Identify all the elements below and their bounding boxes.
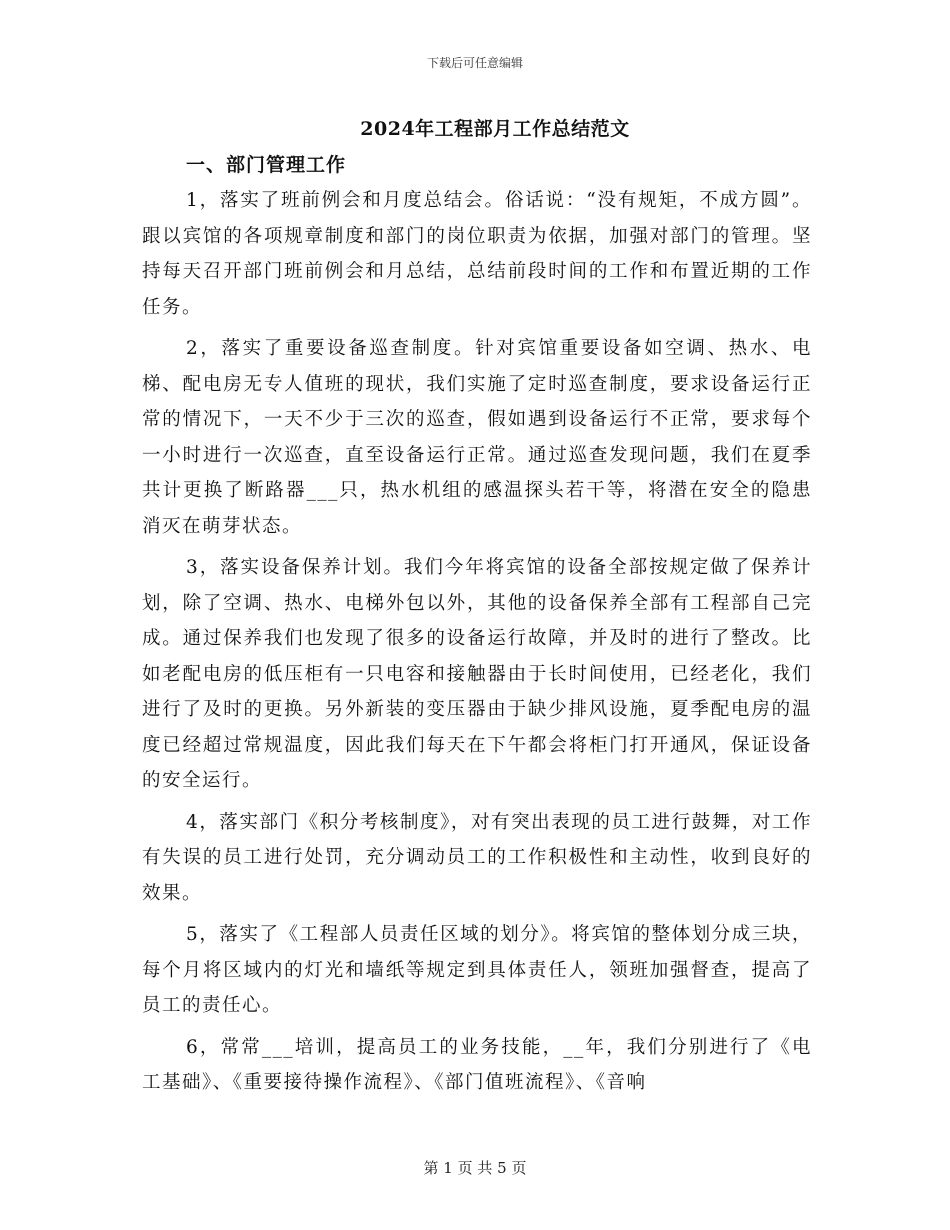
paragraph-1: 1，落实了班前例会和月度总结会。俗话说：“没有规矩，不成方圆”。跟以宾馆的各项规章制度和部门的岗位职责为依据，加强对部门的管理。坚持每天召开部门班前例会和月总结，总结前段时间的工作和布置近期的工作任务。 [142, 190, 812, 318]
paragraph-5: 5，落实了《工程部人员责任区域的划分》。将宾馆的整体划分成三块，每个月将区域内的灯光和墙纸等规定到具体责任人，领班加强督查，提高了员工的责任心。 [142, 924, 812, 1016]
document-title: 2024年工程部月工作总结范文 [360, 118, 630, 140]
page-footer-page-number: 第 1 页 共 5 页 [423, 1159, 527, 1177]
paragraph-2: 2，落实了重要设备巡查制度。针对宾馆重要设备如空调、热水、电梯、配电房无专人值班的现状，我们实施了定时巡查制度，要求设备运行正常的情况下，一天不少于三次的巡查，假如遇到设备运行不正常，要求每个一小时进行一次巡查，直至设备运行正常。通过巡查发现问题，我们在夏季共计更换了断路器___只，热水机组的感温探头若干等，将潜在安全的隐患消灭在萌芽状态。 [142, 338, 812, 537]
paragraph-4: 4，落实部门《积分考核制度》，对有突出表现的员工进行鼓舞，对工作有失误的员工进行处罚，充分调动员工的工作积极性和主动性，收到良好的效果。 [142, 811, 812, 904]
paragraph-3: 3，落实设备保养计划。我们今年将宾馆的设备全部按规定做了保养计划，除了空调、热水、电梯外包以外，其他的设备保养全部有工程部自己完成。通过保养我们也发现了很多的设备运行故障，并及时的进行了整改。比如老配电房的低压柜有一只电容和接触器由于长时间使用，已经老化，我们进行了及时的更换。另外新装的变压器由于缺少排风设施，夏季配电房的温度已经超过常规温度，因此我们每天在下午都会将柜门打开通风，保证设备的安全运行。 [142, 557, 812, 791]
paragraph-6: 6，常常___培训，提高员工的业务技能，__年，我们分别进行了《电工基础》、《重要接待操作流程》、《部门值班流程》、《音响 [142, 1036, 812, 1093]
document-body [142, 183, 812, 1107]
section-heading: 一、部门管理工作 [186, 154, 347, 176]
page-header-note: 下载后可任意编辑 [426, 56, 523, 70]
